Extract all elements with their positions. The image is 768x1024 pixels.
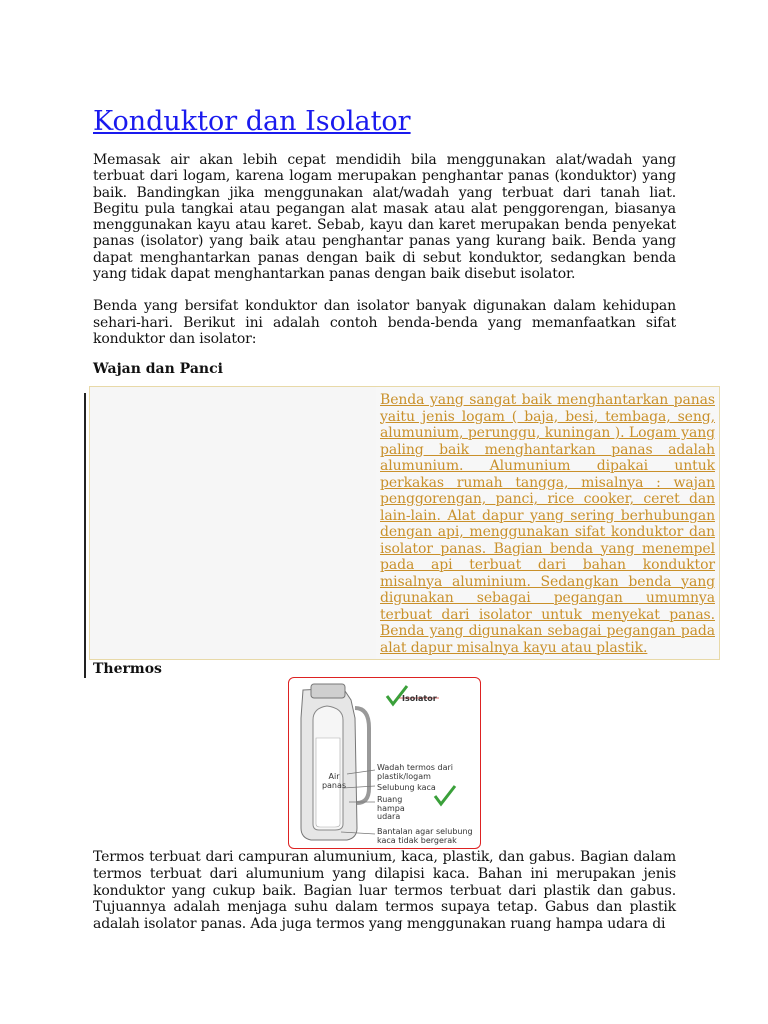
image-placeholder-cell — [90, 387, 376, 659]
examples-paragraph: Benda yang bersifat konduktor dan isolator banyak digunakan dalam kehidupan sehari-hari. Berikut ini adalah contoh benda-benda yang memanfaatkan sifat konduktor dan isolator: — [93, 298, 676, 347]
section-heading-wajan: Wajan dan Panci — [93, 361, 223, 378]
thermos-figure — [288, 677, 481, 849]
label-ruang-hampa: Ruang hampa udara — [377, 795, 405, 821]
label-isolator: Isolator — [402, 694, 437, 703]
label-wadah: Wadah termos dari plastik/logam — [377, 763, 453, 781]
label-air-panas: Air panas — [321, 772, 347, 790]
section-heading-thermos: Thermos — [93, 661, 162, 677]
label-bantalan: Bantalan agar selubung kaca tidak bergerak — [377, 827, 473, 845]
label-selubung: Selubung kaca — [377, 783, 436, 792]
article — [93, 104, 676, 377]
wajan-description-link[interactable]: Benda yang sangat baik menghantarkan panas yaitu jenis logam ( baja, besi, tembaga, seng, alumunium, perunggu, kuningan ). Logam yang paling baik menghantarkan panas adalah alumunium. Alumunium dipakai untuk perkakas rumah tangga, misalnya : wajan penggorengan, panci, rice cooker, ceret dan lain-lain. Alat dapur yang sering berhubungan dengan api, menggunakan sifat konduktor dan isolator panas. Bagian benda yang menempel pada api terbuat dari bahan konduktor misalnya aluminium. Sedangkan benda yang digunakan sebagai pegangan umumnya terbuat dari isolator untuk menyekat panas. Benda yang digunakan sebagai pegangan pada alat dapur misalnya kayu atau plastik. — [380, 392, 715, 656]
wajan-description-cell — [380, 392, 715, 656]
title-link[interactable]: Konduktor dan Isolator — [93, 106, 411, 137]
thermos-section — [93, 849, 676, 933]
thermos-paragraph: Termos terbuat dari campuran alumunium, kaca, plastik, dan gabus. Bagian dalam termos terbuat dari alumunium yang dilapisi kaca. Bahan ini merupakan jenis konduktor yang cukup baik. Bagian luar termos terbuat dari plastik dan gabus. Tujuannya adalah menjaga suhu dalam termos supaya tetap. Gabus dan plastik adalah isolator panas. Ada juga termos yang menggunakan ruang hampa udara di — [93, 849, 676, 933]
intro-paragraph: Memasak air akan lebih cepat mendidih bila menggunakan alat/wadah yang terbuat dari logam, karena logam merupakan penghantar panas (konduktor) yang baik. Bandingkan jika menggunakan alat/wadah yang terbuat dari tanah liat. Begitu pula tangkai atau pegangan alat masak atau alat penggorengan, biasanya menggunakan kayu atau karet. Sebab, kayu dan karet merupakan benda penyekat panas (isolator) yang baik atau penghantar panas yang kurang baik. Benda yang dapat menghantarkan panas dengan baik di sebut konduktor, sedangkan benda yang tidak dapat menghantarkan panas dengan baik disebut isolator. — [93, 152, 676, 283]
page-title — [93, 104, 676, 140]
left-margin-bar — [84, 393, 86, 678]
wajan-table — [89, 386, 720, 660]
